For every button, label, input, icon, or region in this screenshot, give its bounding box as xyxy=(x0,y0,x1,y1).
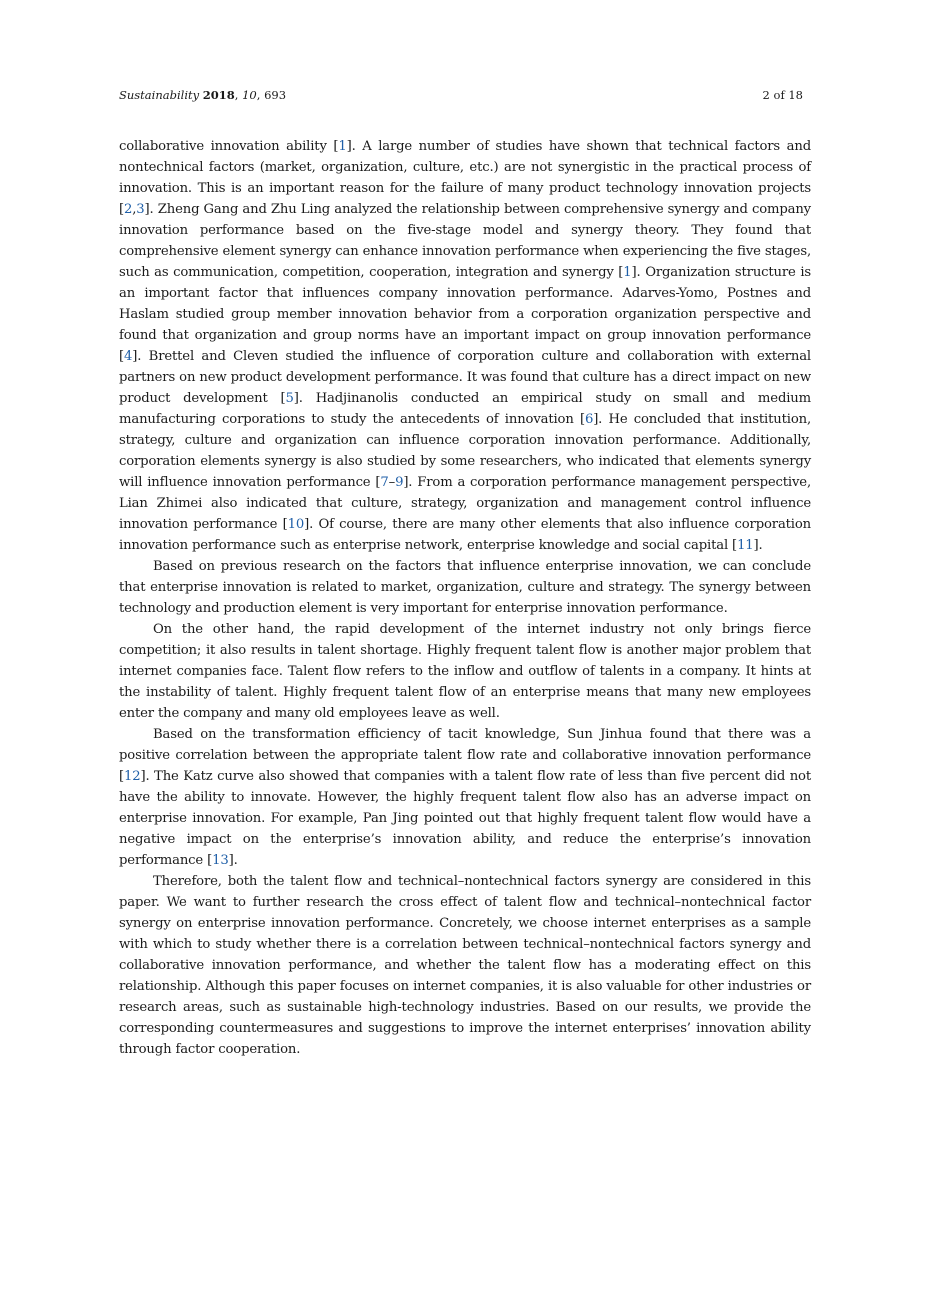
paragraph xyxy=(119,619,811,724)
journal-volume: 10 xyxy=(242,88,257,102)
text-run: Based on the transformation efficiency of tacit knowledge, Sun Jinhua found that there was a positive correlation between the appropriate talent flow rate and collaborative innovation performance [ xyxy=(119,727,811,784)
paragraph xyxy=(119,724,811,871)
paragraph xyxy=(119,136,811,556)
text-run: ]. Hadjinanolis conducted an empirical study on small and medium manufacturing corporations to study the antecedents of innovation [ xyxy=(119,391,811,427)
text-run: ]. A large number of studies have shown that technical factors and nontechnical factors (market, organization, culture, etc.) are not synergistic in the practical process of innovation. This is an important reason for the failure of many product technology innovation projects [ xyxy=(119,139,811,217)
journal-name: Sustainability xyxy=(119,88,200,102)
paragraph xyxy=(119,871,811,1060)
body-text xyxy=(119,136,811,1060)
citation-link[interactable]: 3 xyxy=(136,202,145,217)
journal-year: 2018 xyxy=(202,88,235,102)
citation-link[interactable]: 13 xyxy=(212,853,229,868)
text-run: – xyxy=(388,475,396,490)
text-run: Therefore, both the talent flow and technical–nontechnical factors synergy are considered in this paper. We want to further research the cross effect of talent flow and technical–nontechnical factor synergy on enterprise innovation performance. Concretely, we choose internet enterprises as a sample with which to study whether there is a correlation between technical–nontechnical factors synergy and collaborative innovation performance, and whether the talent flow has a moderating effect on this relationship. Although this paper focuses on internet companies, it is also valuable for other industries or research areas, such as sustainable high-technology industries. Based on our results, we provide the corresponding countermeasures and suggestions to improve the internet enterprises’ innovation ability through factor cooperation. xyxy=(119,874,811,1057)
citation-link[interactable]: 1 xyxy=(338,139,347,154)
citation-link[interactable]: 7 xyxy=(380,475,389,490)
text-run: ]. xyxy=(753,538,763,553)
paragraph xyxy=(119,556,811,619)
citation-link[interactable]: 6 xyxy=(584,412,594,427)
text-run: ]. xyxy=(228,853,238,868)
text-run: ]. From a corporation performance management perspective, Lian Zhimei also indicated that culture, strategy, organization and management control influence innovation performance [ xyxy=(119,475,811,532)
citation-link[interactable]: 1 xyxy=(623,265,632,280)
text-run: On the other hand, the rapid development of the internet industry not only brings fierce competition; it also results in talent shortage. Highly frequent talent flow is another major problem that internet companies face. Talent flow refers to the inflow and outflow of talents in a company. It hints at the instability of talent. Highly frequent talent flow of an enterprise means that many new employees enter the company and many old employees leave as well. xyxy=(119,622,811,721)
article-number: 693 xyxy=(264,88,287,102)
citation-link[interactable]: 10 xyxy=(287,517,305,532)
page-number: 2 of 18 xyxy=(762,88,803,102)
running-header xyxy=(119,86,803,104)
citation-link[interactable]: 9 xyxy=(395,475,404,490)
text-run: ]. Brettel and Cleven studied the influence of corporation culture and collaboration with external partners on new product development performance. It was found that culture has a direct impact on new product development [ xyxy=(119,349,811,406)
citation-link[interactable]: 11 xyxy=(737,538,754,553)
text-run: , xyxy=(132,202,137,217)
text-run: ]. The Katz curve also showed that companies with a talent flow rate of less than five percent did not have the ability to innovate. However, the highly frequent talent flow also has an adverse impact on enterprise innovation. For example, Pan Jing pointed out that highly frequent talent flow would have a negative impact on the enterprise’s innovation ability, and reduce the enterprise’s innovation performance [ xyxy=(119,769,811,868)
text-run: ]. He concluded that institution, strategy, culture and organization can influence corporation innovation performance. Additionally, corporation elements synergy is also studied by some researchers, who indicated that elements synergy will influence innovation performance [ xyxy=(119,412,811,490)
citation-link[interactable]: 12 xyxy=(124,769,141,784)
citation-link[interactable]: 2 xyxy=(124,202,133,217)
journal-citation: Sustainability 2018, 10, 693 xyxy=(119,88,287,102)
citation-link[interactable]: 5 xyxy=(285,391,294,406)
text-run: ]. Of course, there are many other elements that also influence corporation innovation performance such as enterprise network, enterprise knowledge and social capital [ xyxy=(119,517,812,553)
text-run: collaborative innovation ability [ xyxy=(119,139,339,154)
text-run: ]. Zheng Gang and Zhu Ling analyzed the relationship between comprehensive synergy and company innovation performance based on the five-stage model and synergy theory. They found that comprehensive element synergy can enhance innovation performance when experiencing the five stages, such as communication, competition, cooperation, integration and synergy [ xyxy=(119,202,811,280)
text-run: Based on previous research on the factors that influence enterprise innovation, we can conclude that enterprise innovation is related to market, organization, culture and strategy. The synergy between technology and production element is very important for enterprise innovation performance. xyxy=(119,559,811,616)
text-run: ]. Organization structure is an important factor that influences company innovation performance. Adarves-Yomo, Postnes and Haslam studied group member innovation behavior from a corporation organization perspective and found that organization and group norms have an important impact on group innovation performance [ xyxy=(119,265,812,364)
citation-link[interactable]: 4 xyxy=(124,349,133,364)
